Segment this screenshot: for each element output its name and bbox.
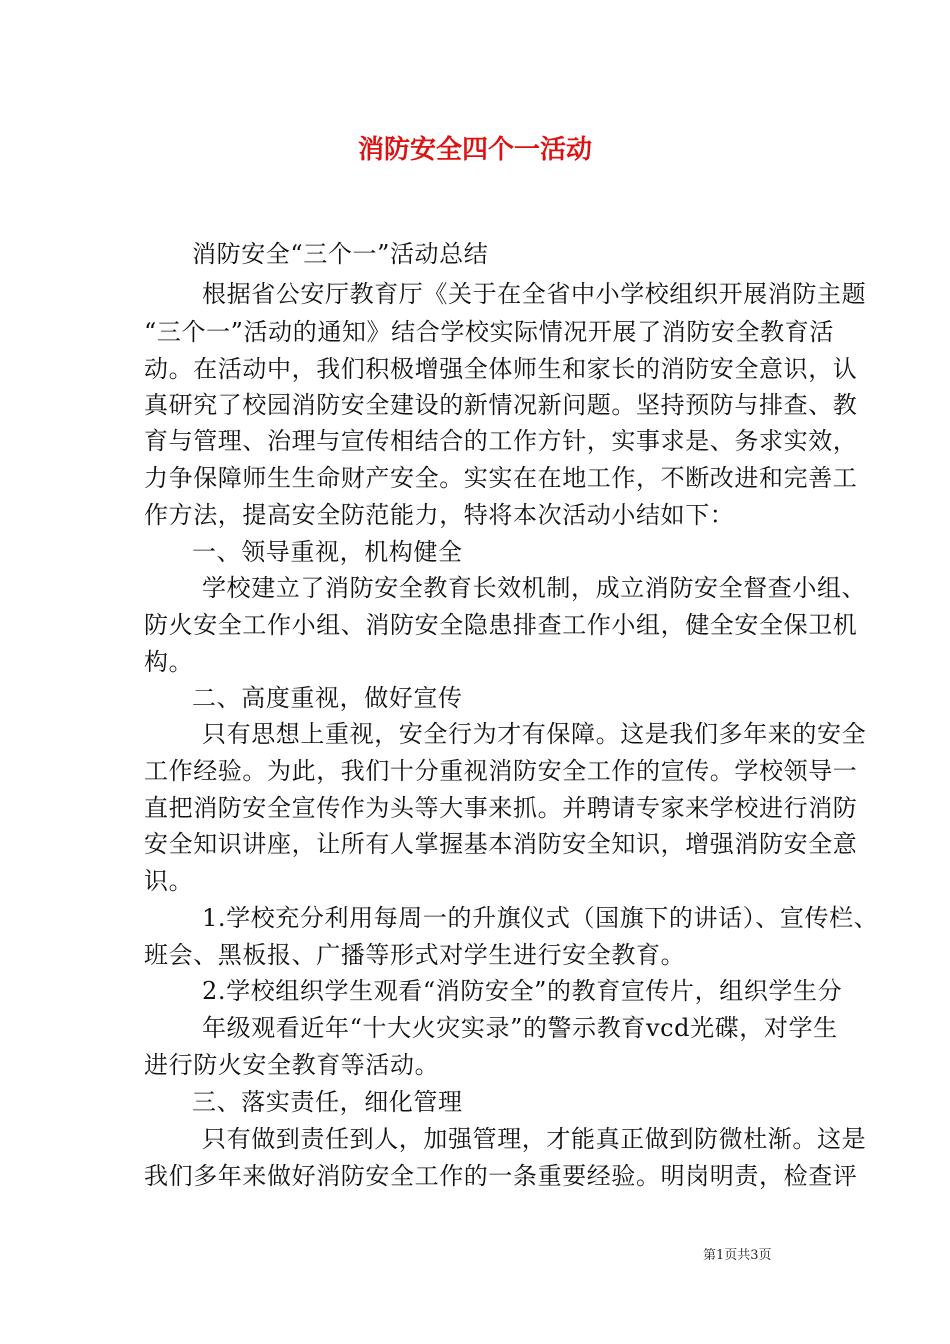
body-line: 构。 bbox=[144, 648, 194, 676]
page-title: 消防安全四个一活动 bbox=[357, 135, 592, 165]
body-line: 我们多年来做好消防安全工作的一条重要经验。明岗明责，检查评 bbox=[144, 1162, 858, 1190]
body-line: 力争保障师生生命财产安全。实实在在地工作，不断改进和完善工 bbox=[144, 464, 858, 492]
body-line: 只有做到责任到人，加强管理，才能真正做到防微杜渐。这是 bbox=[202, 1125, 867, 1153]
body-line: 只有思想上重视，安全行为才有保障。这是我们多年来的安全 bbox=[202, 720, 867, 748]
page-number: 第1页共3页 bbox=[703, 1248, 772, 1263]
body-line: 防火安全工作小组、消防安全隐患排查工作小组，健全安全保卫机 bbox=[144, 611, 858, 639]
body-line: 作方法，提高安全防范能力，特将本次活动小结如下： bbox=[144, 501, 735, 529]
list-item: 1.学校充分利用每周一的升旗仪式（国旗下的讲话）、宣传栏、 bbox=[202, 904, 879, 932]
body-line: “三个一”活动的通知》结合学校实际情况开展了消防安全教育活 bbox=[144, 318, 834, 346]
body-line: 工作经验。为此，我们十分重视消防安全工作的宣传。学校领导一 bbox=[144, 757, 858, 785]
body-line: 安全知识讲座，让所有人掌握基本消防安全知识，增强消防安全意 bbox=[144, 830, 858, 858]
body-line: 根据省公安厅教育厅《关于在全省中小学校组织开展消防主题 bbox=[202, 280, 867, 308]
body-line: 消防安全“三个一”活动总结 bbox=[192, 240, 489, 268]
body-line: 学校建立了消防安全教育长效机制，成立消防安全督查小组、 bbox=[202, 574, 867, 602]
list-item: 2.学校组织学生观看“消防安全”的教育宣传片，组织学生分 bbox=[202, 977, 843, 1005]
section-heading: 二、高度重视，做好宣传 bbox=[192, 684, 463, 712]
body-line: 直把消防安全宣传作为头等大事来抓。并聘请专家来学校进行消防 bbox=[144, 794, 858, 822]
section-heading: 三、落实责任，细化管理 bbox=[192, 1088, 463, 1116]
body-line: 年级观看近年“十大火灾实录”的警示教育vcd光碟，对学生 bbox=[202, 1014, 838, 1042]
body-line: 育与管理、治理与宣传相结合的工作方针，实事求是、务求实效， bbox=[144, 427, 858, 455]
body-line: 识。 bbox=[144, 867, 194, 895]
body-line: 动。在活动中，我们积极增强全体师生和家长的消防安全意识，认 bbox=[144, 355, 858, 383]
body-line: 班会、黑板报、广播等形式对学生进行安全教育。 bbox=[144, 941, 686, 969]
body-line: 真研究了校园消防安全建设的新情况新问题。坚持预防与排查、教 bbox=[144, 391, 858, 419]
body-line: 进行防火安全教育等活动。 bbox=[144, 1051, 440, 1079]
section-heading: 一、领导重视，机构健全 bbox=[192, 538, 463, 566]
